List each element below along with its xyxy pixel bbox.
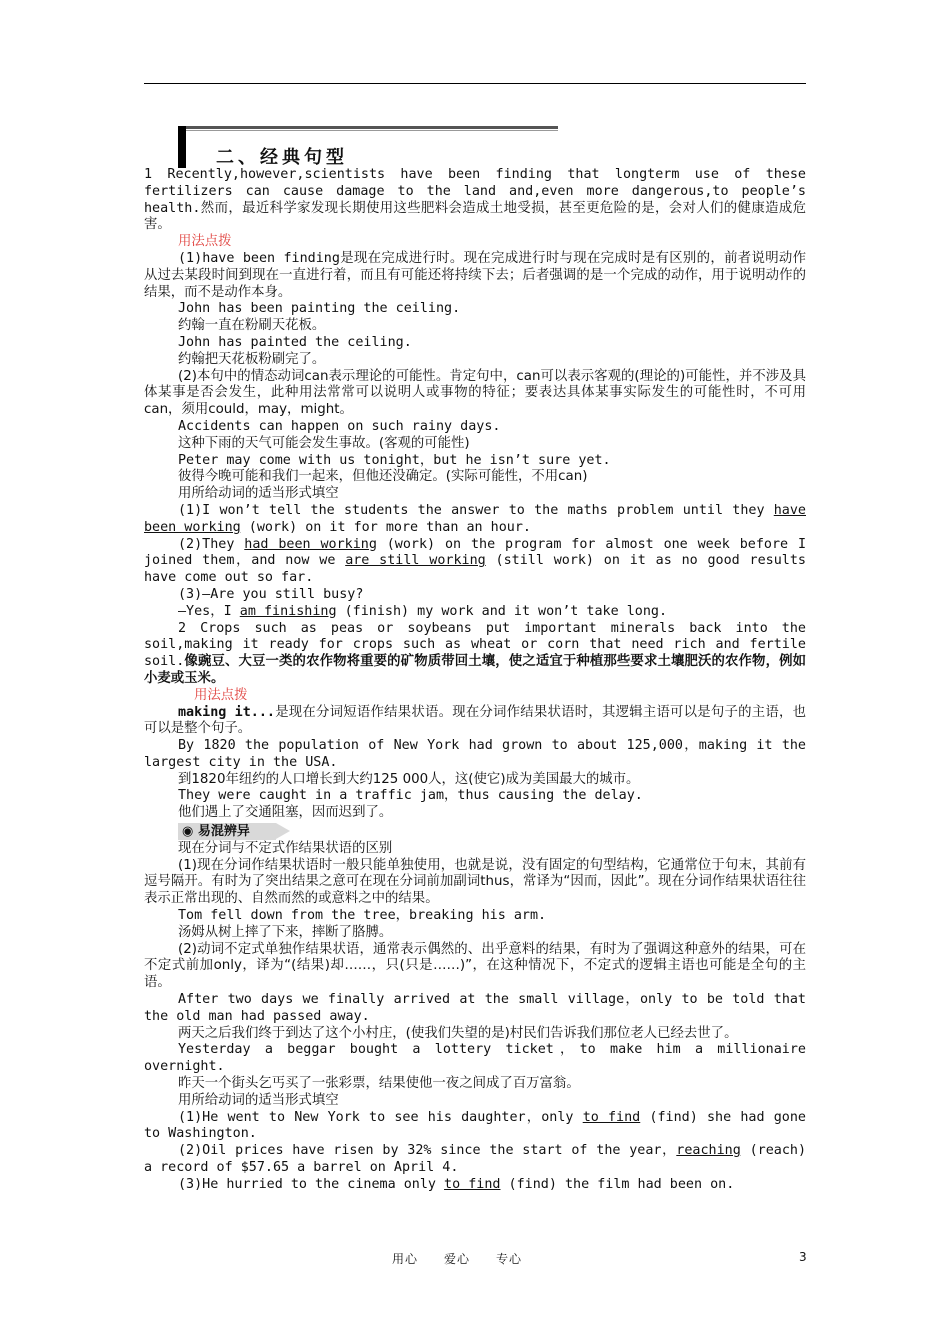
section-title: 二、经典句型 bbox=[216, 147, 348, 168]
example-en: By 1820 the population of New York had grown to about 125,000，making it the largest city in the USA. bbox=[144, 738, 806, 770]
footer-motto: 用心 爱心 专心 bbox=[392, 1252, 523, 1266]
example-en: Accidents can happen on such rainy days. bbox=[178, 418, 501, 434]
example-cn: 彼得今晚可能和我们一起来，但他还没确定。(实际可能性，不用can) bbox=[178, 469, 588, 485]
answer: had been working bbox=[244, 536, 377, 552]
usage-label-2: 用法点拨 bbox=[194, 687, 248, 703]
heading-line bbox=[186, 126, 558, 129]
exercise-title: 用所给动词的适当形式填空 bbox=[178, 486, 339, 502]
example-cn: 他们遇上了交通阻塞，因而迟到了。 bbox=[178, 805, 393, 821]
example-en: Peter may come with us tonight，but he isn’t sure yet. bbox=[178, 452, 611, 468]
heading-bar bbox=[178, 126, 186, 168]
exercise-question: —Yes，I am finishing (finish) my work and it won’t take long. bbox=[178, 603, 668, 619]
usage-label-1: 用法点拨 bbox=[178, 234, 232, 250]
exercise-question: (3)He hurried to the cinema only to find (find) the film had been on. bbox=[178, 1176, 735, 1192]
exercise-question: (2)Oil prices have risen by 32% since the start of the year，reaching (reach) a record of $57.65 a barrel on April 4. bbox=[144, 1143, 807, 1176]
note-1-1: (1)have been finding是现在完成进行时。现在完成进行时与现在完成时是有区别的，前者说明动作从过去某段时间到现在一直进行着，而且有可能还将持续下去；后者强调的是一个完成的动作，用于说明动作的结果，而不是动作本身。 bbox=[144, 250, 807, 300]
answer: reaching bbox=[676, 1143, 741, 1159]
exercise-question: (1)I won’t tell the students the answer to the maths problem until they have been working (work) on it for more than an hour. bbox=[144, 502, 806, 535]
example-cn: 约翰一直在粉刷天花板。 bbox=[178, 318, 326, 334]
page-number: 3 bbox=[799, 1250, 807, 1264]
answer: are still working bbox=[345, 553, 486, 569]
example-cn: 到1820年纽约的人口增长到大约125 000人，这(使它)成为美国最大的城市。 bbox=[178, 771, 640, 787]
example-cn: 约翰把天花板粉刷完了。 bbox=[178, 351, 326, 367]
answer: have been working bbox=[144, 502, 806, 535]
example-en: Yesterday a beggar bought a lottery ticket，to make him a millionaire overnight. bbox=[144, 1042, 806, 1075]
example-cn: 昨天一个街头乞丐买了一张彩票，结果使他一夜之间成了百万富翁。 bbox=[178, 1076, 580, 1092]
example-en: John has been painting the ceiling. bbox=[178, 301, 461, 317]
exercise-question: (1)He went to New York to see his daughter，only to find (find) she had gone to Washington. bbox=[144, 1109, 806, 1142]
sentence-1: 1 Recently,however,scientists have been finding that longterm use of these fertilizers can cause damage to the land and,even more dangerous,to people’s health.然而，最近科学家发现长期使用这些肥料会造成土地受损，甚至更危险的是，会对人们的健康造成危害。 bbox=[144, 167, 806, 233]
confusion-point-2: (2)动词不定式单独作结果状语，通常表示偶然的、出乎意料的结果，有时为了强调这种意外的结果，可在不定式前加only，译为“(结果)却……，只(只是……)”，在这种情况下，不定式的逻辑主语也可能是全句的主语。 bbox=[144, 941, 806, 991]
example-en: After two days we finally arrived at the small village，only to be told that the old man had passed away. bbox=[144, 992, 806, 1024]
note-2: making it...是现在分词短语作结果状语。现在分词作结果状语时，其逻辑主语可以是句子的主语，也可以是整个句子。 bbox=[144, 704, 806, 737]
exercise-question: (2)They had been working (work) on the program for almost one week before I joined them，and now we are still working (still work) on it as no good results have come out so far. bbox=[144, 536, 807, 586]
example-cn: 这种下雨的天气可能会发生事故。(客观的可能性) bbox=[178, 435, 470, 451]
document-body bbox=[144, 167, 806, 1194]
exercise-title: 用所给动词的适当形式填空 bbox=[178, 1092, 339, 1108]
header-rule bbox=[144, 83, 806, 84]
example-en: They were caught in a traffic jam，thus causing the delay. bbox=[178, 788, 643, 804]
example-cn: 两天之后我们终于到达了这个小村庄，(使我们失望的是)村民们告诉我们那位老人已经去世了。 bbox=[178, 1025, 738, 1041]
note-term: making it... bbox=[178, 704, 275, 720]
answer: to find bbox=[582, 1109, 641, 1125]
confusion-point-1: (1)现在分词作结果状语时一般只能单独使用，也就是说，没有固定的句型结构，它通常位于句末，其前有逗号隔开。有时为了突出结果之意可在现在分词前加副词thus，常译为“因而，因此”。现在分词作结果状语往往表示正常出现的、自然而然的或意料之中的结果。 bbox=[144, 857, 806, 907]
note-term: have been finding bbox=[202, 250, 340, 266]
note-1-2: (2)本句中的情态动词can表示理论的可能性。肯定句中，can可以表示客观的(理论的)可能性，并不涉及具体某事是否会发生，此种用法常常可以说明人或事物的特征；要表达具体某事实际发生的可能性时，不可用can，须用could，may，might。 bbox=[144, 368, 806, 418]
heading-line-thin bbox=[186, 130, 558, 131]
example-en: Tom fell down from the tree，breaking his arm. bbox=[178, 908, 547, 924]
confusion-label: ◉ 易混辨异 bbox=[178, 823, 276, 840]
section-heading bbox=[178, 126, 558, 170]
sentence-2: 2 Crops such as peas or soybeans put important minerals back into the soil,making it ready for crops such as wheat or corn that need rich and fertile soil.像豌豆、大豆一类的农作物将重要的矿物质带回土壤，使之适宜于种植那些要求土壤肥沃的农作物，例如小麦或玉米。 bbox=[144, 620, 806, 686]
answer: to find bbox=[444, 1176, 501, 1192]
exercise-question: (3)—Are you still busy? bbox=[178, 586, 364, 602]
example-en: John has painted the ceiling. bbox=[178, 334, 412, 350]
answer: am finishing bbox=[239, 603, 337, 619]
confusion-title: 现在分词与不定式作结果状语的区别 bbox=[178, 840, 393, 856]
example-cn: 汤姆从树上摔了下来，摔断了胳膊。 bbox=[178, 924, 393, 940]
